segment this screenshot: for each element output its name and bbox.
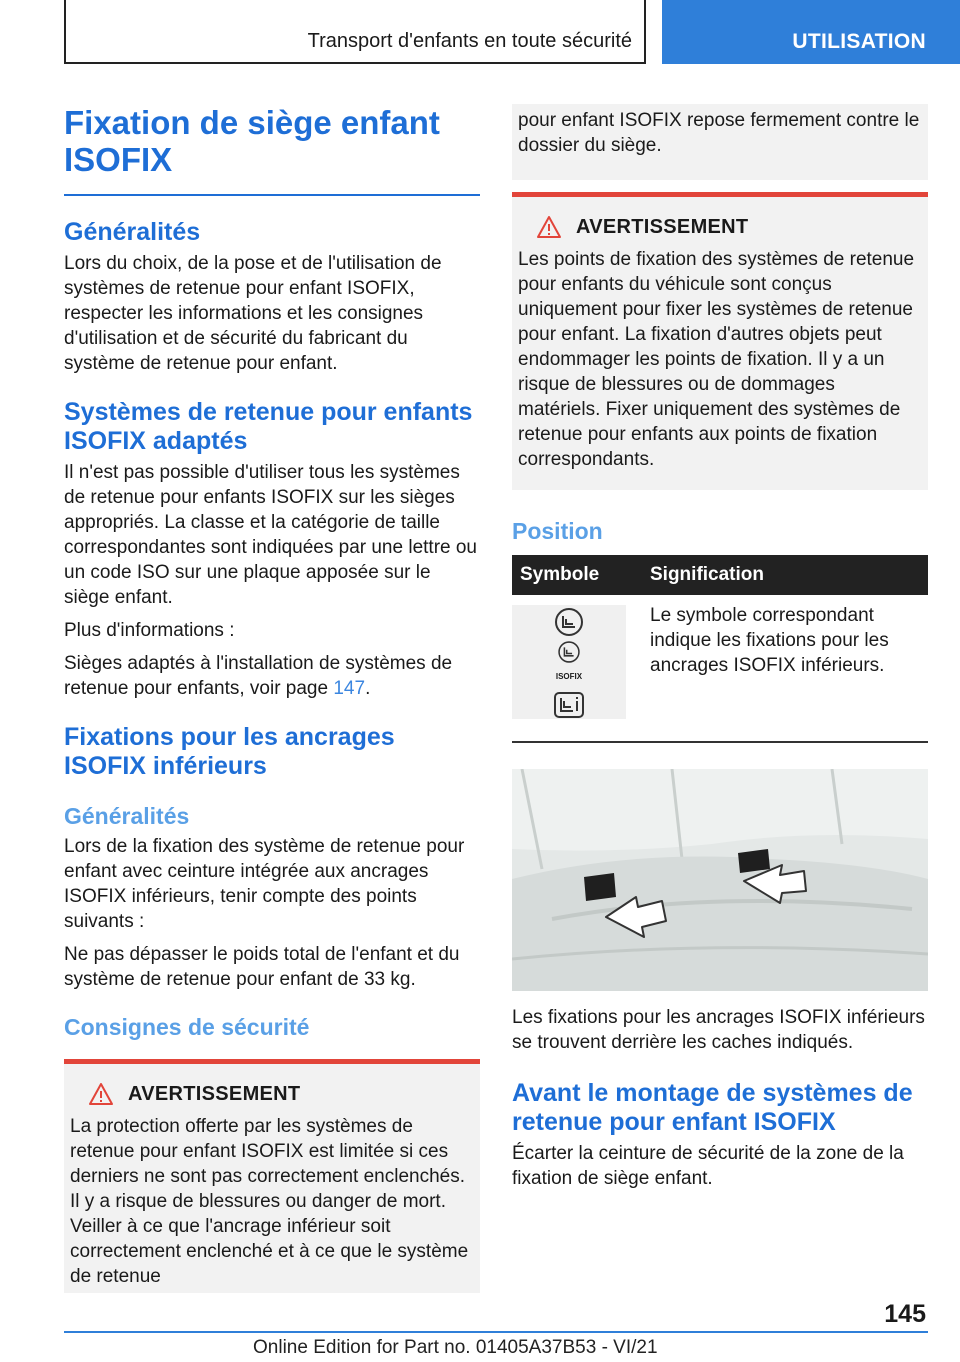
warning-box-1 bbox=[64, 1059, 480, 1293]
col-meaning-header: Signification bbox=[642, 555, 928, 595]
warning-triangle-icon bbox=[88, 1082, 114, 1106]
page-title: Fixation de siège enfant ISOFIX bbox=[64, 104, 440, 178]
header-section-label: UTILISATION bbox=[792, 30, 926, 53]
adapted-systems-text: Il n'est pas possible d'utiliser tous les systèmes de retenue pour enfants ISOFIX sur les sièges appropriés. La classe et la catégorie de taille correspondantes sont indiquées par une lettre ou un code ISO sur une plaque apposée sur le siège enfant. bbox=[64, 462, 477, 608]
anchors-generalities-heading: Généralités bbox=[64, 803, 190, 829]
anchors-generalities-text: Lors de la fixation des système de retenue pour enfant avec ceinture intégrée aux ancrages ISOFIX inférieurs, tenir compte des points suivants : bbox=[64, 836, 465, 932]
warning-box-2 bbox=[512, 192, 928, 490]
before-mounting-text: Écarter la ceinture de sécurité de la zone de la fixation de siège enfant. bbox=[512, 1143, 904, 1189]
reference-end: . bbox=[365, 678, 371, 699]
before-mounting-heading: Avant le montage de systèmes de retenue pour enfant ISOFIX bbox=[512, 1079, 913, 1136]
warning-text-1: La protection offerte par les systèmes de retenue pour enfant ISOFIX est limitée si ces derniers ne sont pas correctement enclenchés. Il y a risque de blessures ou danger de mort. Veiller à ce que l'ancrage inférieur soit correctement enclenché et à ce que le système de retenue bbox=[70, 1116, 469, 1287]
table-row bbox=[512, 595, 928, 727]
reference-text bbox=[64, 651, 480, 701]
table-header-row bbox=[512, 555, 928, 595]
warning-header-1 bbox=[88, 1082, 474, 1106]
isofix-anchor-icon bbox=[556, 640, 582, 664]
safety-heading: Consignes de sécurité bbox=[64, 1014, 310, 1040]
adapted-systems-heading: Systèmes de retenue pour enfants ISOFIX adaptés bbox=[64, 398, 473, 455]
symbol-table bbox=[512, 555, 928, 727]
isofix-symbols bbox=[512, 605, 626, 719]
warning-text-1-continued: pour enfant ISOFIX repose fermement contre le dossier du siège. bbox=[518, 110, 920, 156]
header-title: Transport d'enfants en toute sécurité bbox=[307, 30, 632, 52]
rear-seat-illustration bbox=[512, 769, 928, 991]
isofix-icon-label: ISOFIX bbox=[555, 671, 583, 681]
col-symbol-header: Symbole bbox=[512, 555, 642, 595]
warning-title-1: AVERTISSEMENT bbox=[128, 1082, 301, 1105]
header-title-box bbox=[64, 0, 646, 64]
symbol-cell bbox=[512, 595, 642, 727]
isofix-label-icon bbox=[556, 640, 582, 689]
warning-triangle-icon bbox=[536, 215, 562, 239]
warning-title-2: AVERTISSEMENT bbox=[576, 215, 749, 238]
title-divider bbox=[64, 194, 480, 196]
warning-text-2: Les points de fixation des systèmes de retenue pour enfants du véhicule sont conçus uniquement pour fixer les systèmes de retenue pour enfant. La fixation d'autres objets peut endommager les points de fixation. Il y a un risque de blessures ou de dommages matériels. Fixer uniquement des systèmes de retenue pour enfants aux points de fixation correspondants. bbox=[518, 249, 915, 470]
reference-label: Sièges adaptés à l'installation de systèmes de retenue pour enfants, voir page bbox=[64, 653, 453, 699]
reference-page-link[interactable]: 147 bbox=[333, 678, 366, 699]
position-heading: Position bbox=[512, 518, 603, 544]
footer-divider bbox=[64, 1331, 928, 1333]
left-column bbox=[64, 100, 480, 1293]
warning-header-2 bbox=[536, 215, 922, 239]
warning-box-1-continued bbox=[512, 104, 928, 180]
footer-edition: Online Edition for Part no. 01405A37B53 - VI/21 bbox=[253, 1337, 658, 1358]
generalities-text: Lors du choix, de la pose et de l'utilisation de systèmes de retenue pour enfant ISOFIX, respecter les informations et les consignes d'utilisation et de sécurité du fabricant du système de retenue pour enfant. bbox=[64, 253, 442, 374]
generalities-heading: Généralités bbox=[64, 218, 201, 246]
more-info-label: Plus d'informations : bbox=[64, 620, 235, 641]
weight-limit-text: Ne pas dépasser le poids total de l'enfant et du système de retenue pour enfant de 33 kg. bbox=[64, 944, 460, 990]
header-section-tab bbox=[662, 0, 960, 64]
right-column bbox=[512, 104, 928, 1199]
page-number: 145 bbox=[884, 1300, 926, 1328]
meaning-cell: Le symbole correspondant indique les fixations pour les ancrages ISOFIX inférieurs. bbox=[650, 605, 889, 676]
isofix-info-icon bbox=[554, 692, 584, 718]
isofix-seat-icon bbox=[552, 607, 586, 637]
isofix-anchors-photo bbox=[512, 769, 928, 991]
anchors-heading: Fixations pour les ancrages ISOFIX inférieurs bbox=[64, 723, 395, 780]
photo-caption: Les fixations pour les ancrages ISOFIX inférieurs se trouvent derrière les caches indiqués. bbox=[512, 1007, 925, 1053]
table-divider bbox=[512, 741, 928, 743]
